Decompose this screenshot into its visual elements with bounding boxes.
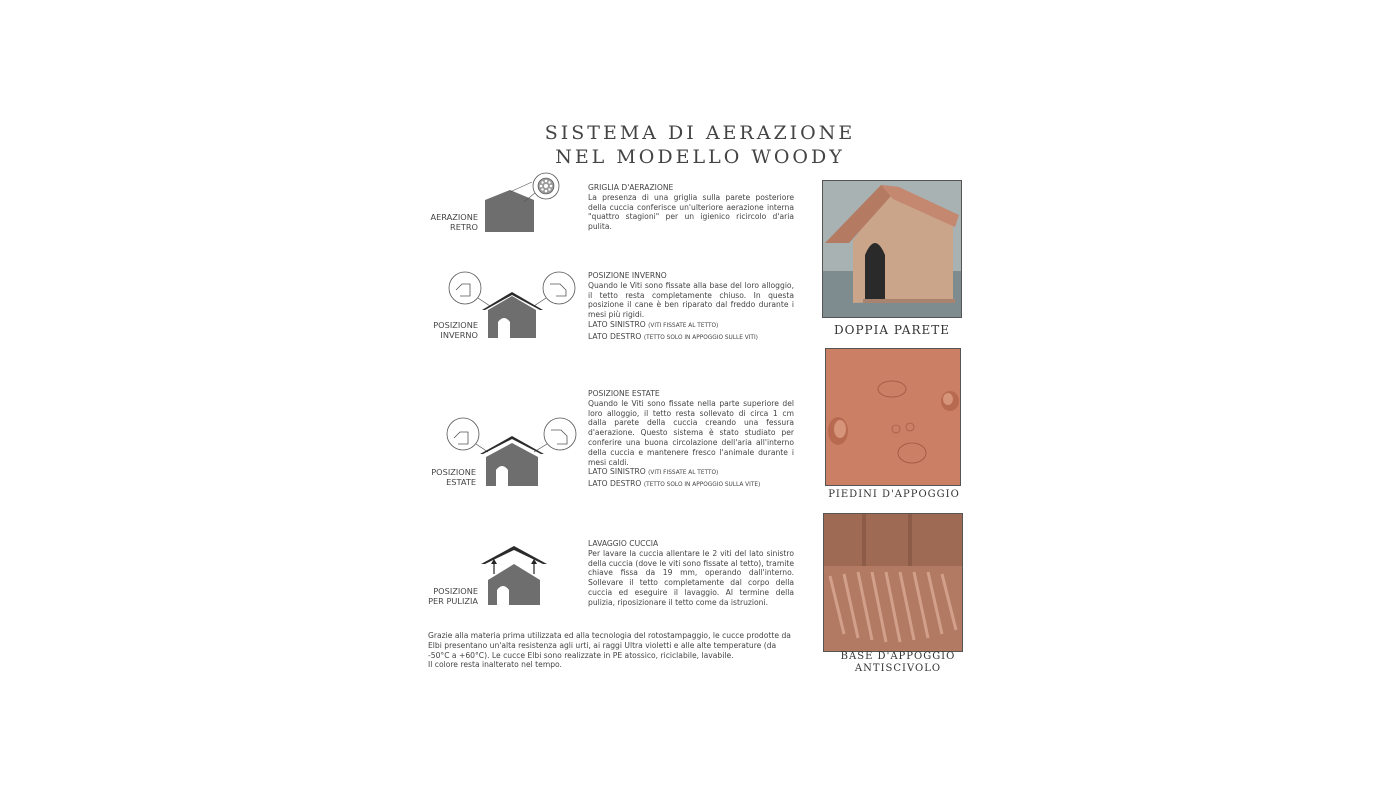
photo-piedini-appoggio [825, 348, 961, 486]
inverno-left-side: LATO SINISTRO (VITI FISSATE AL TETTO) [588, 319, 719, 329]
winter-position-house-icon [448, 270, 578, 340]
feet-photo-illustration [826, 349, 960, 485]
section-text-estate [588, 389, 794, 491]
photo-doppia-parete [822, 180, 962, 318]
page-title-line2: NEL MODELLO WOODY [555, 146, 845, 168]
section-text-griglia [588, 183, 794, 232]
section-text-inverno [588, 271, 794, 344]
section-body-estate: Quando le Viti sono fissate nella parte superiore del loro alloggio, il tetto resta sollevato di circa 1 cm dalla parete della cuccia creando una fessura d'aerazione. Questo sistema è stato studiato per conferire una buona circolazione dell'aria all'interno della cuccia e mantenere fresco l'animale durante i mesi caldi. [588, 398, 794, 467]
section-label-posizione-pulizia: POSIZIONE PER PULIZIA [428, 586, 478, 606]
section-label-posizione-inverno: POSIZIONE INVERNO [433, 320, 478, 340]
section-heading-inverno: POSIZIONE INVERNO [588, 271, 667, 280]
section-heading-estate: POSIZIONE ESTATE [588, 389, 660, 398]
section-text-lavaggio [588, 539, 794, 608]
summer-position-house-icon [446, 416, 580, 488]
caption-piedini-appoggio: PIEDINI D'APPOGGIO [828, 489, 960, 500]
section-label-posizione-estate: POSIZIONE ESTATE [431, 467, 476, 487]
materials-footer [428, 631, 796, 670]
footer-text: Grazie alla materia prima utilizzata ed alla tecnologia del rotostampaggio, le cucce prodotte da Elbi presentano un'alta resistenza agli urti, ai raggi Ultra violetti e alle alte temperature (da -50°C a +60°C). Le cucce Elbi sono realizzate in PE atossico, riciclabile, lavabile. [428, 631, 791, 660]
estate-left-side: LATO SINISTRO (VITI FISSATE AL TETTO) [588, 467, 719, 477]
footer-text-2: Il colore resta inalterato nel tempo. [428, 660, 562, 670]
doghouse-photo-illustration [823, 181, 961, 317]
section-body-lavaggio: Per lavare la cuccia allentare le 2 viti del lato sinistro della cuccia (dove le viti sono fissate al tetto), tramite chiave fissa da 19 mm, operando dall'interno. Sollevare il tetto completamente dal corpo della cuccia ed eseguire il lavaggio. Al termine della pulizia, riposizionare il tetto come da istruzioni. [588, 548, 794, 607]
section-body-inverno: Quando le Viti sono fissate alla base del loro alloggio, il tetto resta completamente chiuso. In questa posizione il cane è ben riparato dal freddo durante i mesi più rigidi. [588, 280, 794, 320]
caption-doppia-parete: DOPPIA PARETE [833, 323, 951, 337]
section-heading-griglia: GRIGLIA D'AERAZIONE [588, 183, 674, 192]
section-label-aerazione-retro: AERAZIONE RETRO [430, 212, 478, 232]
rear-vent-house-icon [480, 172, 570, 236]
caption-base-antiscivolo: BASE D'APPOGGIO ANTISCIVOLO [840, 651, 956, 674]
section-heading-lavaggio: LAVAGGIO CUCCIA [588, 539, 659, 548]
cleaning-position-house-icon [478, 542, 550, 608]
base-photo-illustration [824, 514, 962, 651]
photo-base-antiscivolo [823, 513, 963, 652]
page-title-line1: SISTEMA DI AERAZIONE [544, 122, 856, 144]
section-body-griglia: La presenza di una griglia sulla parete posteriore della cuccia conferisce un'ulteriore aerazione interna "quattro stagioni" per un igienico ricircolo d'aria pulita. [588, 192, 794, 232]
estate-right-side: LATO DESTRO (TETTO SOLO IN APPOGGIO SULLA VITE) [588, 479, 761, 489]
inverno-right-side: LATO DESTRO (TETTO SOLO IN APPOGGIO SULLE VITI) [588, 331, 758, 341]
